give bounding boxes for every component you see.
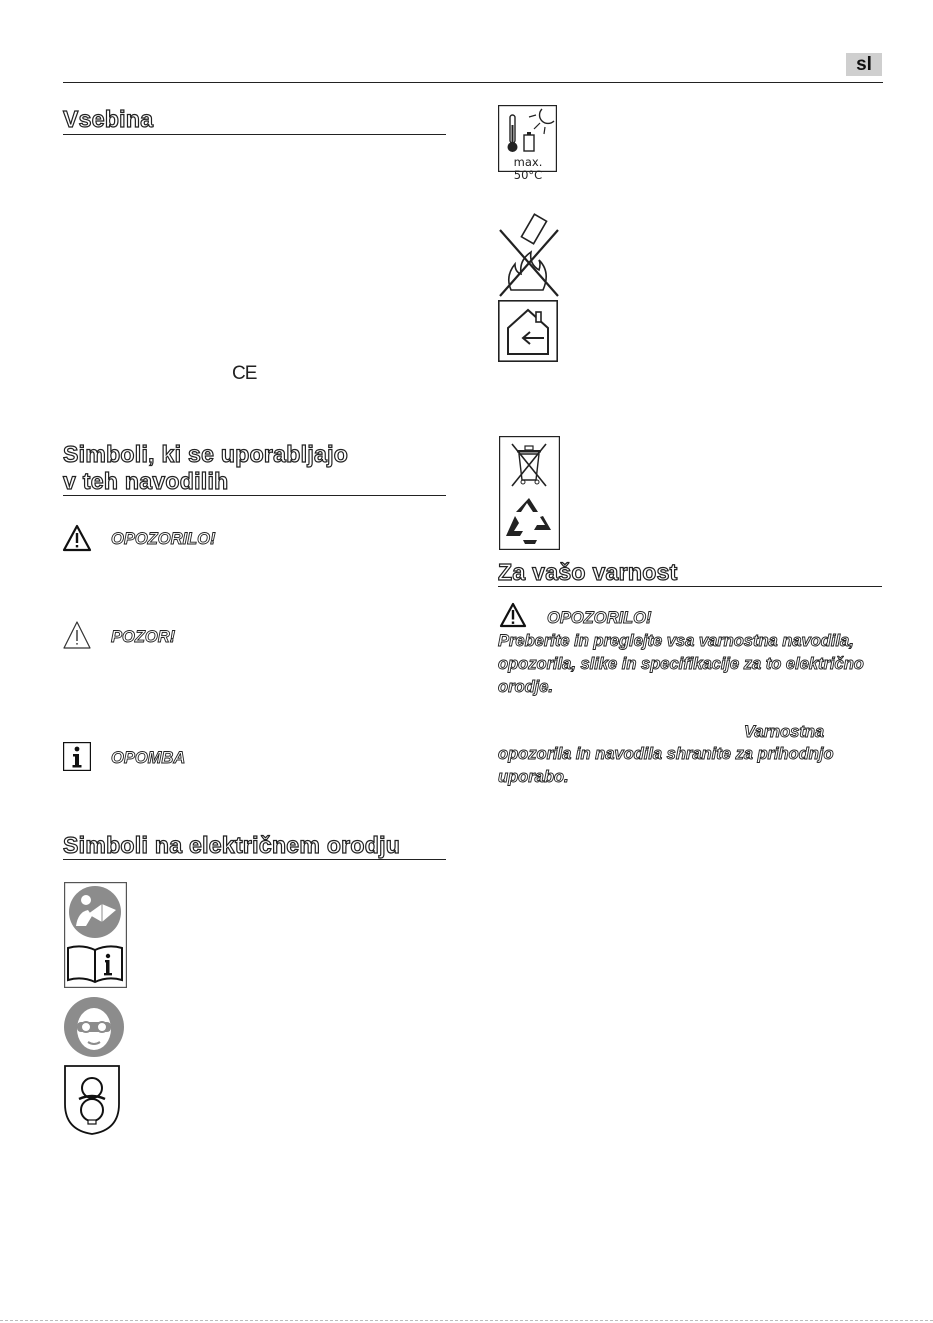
- warning-triangle-icon: [62, 524, 92, 552]
- symbols-manual-heading-line2: v teh navodilih: [63, 468, 229, 494]
- safety-paragraph2-start: Varnostna: [744, 723, 825, 741]
- no-household-waste-icon: [499, 436, 560, 550]
- safety-heading: Za vašo varnost: [498, 559, 678, 585]
- language-badge: sl: [846, 53, 882, 76]
- safety-warning-triangle-icon: [499, 602, 527, 628]
- header-rule: [63, 82, 883, 83]
- safety-paragraph1-line1: Preberite in preglejte vsa varnostna navodila,: [498, 632, 854, 650]
- safety-paragraph1-line2: opozorila, slike in specifikacije za to električno: [498, 655, 864, 673]
- safety-paragraph1-line3: orodje.: [498, 678, 554, 696]
- wear-goggles-icon: [63, 996, 125, 1058]
- symbols-manual-heading-rule: [63, 495, 446, 496]
- safety-warning-label: OPOZORILO!: [547, 609, 652, 627]
- no-fire-battery-icon: [497, 212, 561, 298]
- symbols-manual-heading-line1: Simboli, ki se uporabljajo: [63, 441, 349, 467]
- caution-label: POZOR!: [111, 628, 176, 646]
- caution-triangle-icon: [62, 620, 92, 650]
- symbols-tool-heading: Simboli na električnem orodju: [63, 832, 401, 858]
- contents-heading: Vsebina: [63, 106, 154, 132]
- page-bottom-edge: [0, 1320, 933, 1321]
- max-temperature-icon: [498, 105, 557, 182]
- safety-paragraph2-line2: uporabo.: [498, 768, 569, 786]
- info-note-icon: [63, 742, 91, 771]
- temperature-label: max. 50°C: [513, 155, 543, 182]
- warning-label: OPOZORILO!: [111, 530, 216, 548]
- note-label: OPOMBA: [111, 749, 186, 767]
- read-manual-icon: [64, 882, 127, 988]
- safety-heading-rule: [498, 586, 882, 587]
- contents-heading-rule: [63, 134, 446, 135]
- ce-mark: CE: [232, 363, 257, 384]
- symbols-tool-heading-rule: [63, 859, 446, 860]
- safety-paragraph2-line1: opozorila in navodila shranite za prihodnjo: [498, 745, 834, 763]
- ear-protection-icon: [63, 1064, 121, 1136]
- indoor-use-icon: [498, 300, 558, 362]
